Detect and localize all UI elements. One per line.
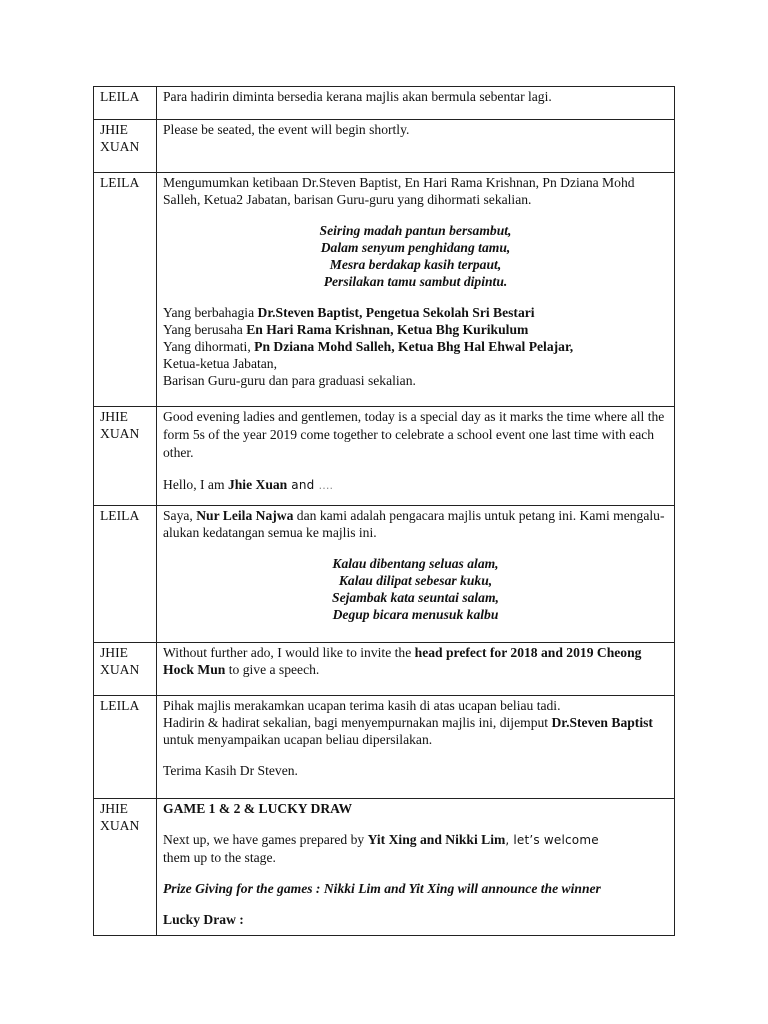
speaker-cell: JHIE XUAN (94, 407, 157, 506)
script-row (94, 696, 675, 799)
dialogue-cell (157, 407, 675, 506)
dialogue-cell (157, 173, 675, 407)
script-row (94, 173, 675, 407)
prize-giving-note: Prize Giving for the games : Nikki Lim and Yit Xing will announce the winner (163, 881, 601, 896)
invitee-name: Dr.Steven Baptist (551, 715, 653, 730)
script-row (94, 506, 675, 643)
games-suffix: , let’s welcome (505, 833, 599, 847)
script-row (94, 407, 675, 506)
greeting-prefix: Yang berbahagia (163, 305, 258, 320)
pantun-line: Kalau dibentang seluas alam, (332, 556, 499, 571)
script-row (94, 87, 675, 120)
pantun-line: Seiring madah pantun bersambut, (319, 223, 512, 238)
pantun-line: Sejambak kata seuntai salam, (332, 590, 499, 605)
welcome-text: Good evening ladies and gentlemen, today is a special day as it marks the time where all the form 5s of the year 2019 come together to celebrate a school event one last time with each other. (163, 409, 665, 460)
dialogue-cell (157, 643, 675, 696)
speaker-cell: JHIE XUAN (94, 643, 157, 696)
organizer-names: Yit Xing and Nikki Lim (367, 832, 506, 847)
closing-thanks: Terima Kasih Dr Steven. (163, 763, 298, 778)
speaker-cell: LEILA (94, 506, 157, 643)
dialogue-cell (157, 506, 675, 643)
greeting-name: En Hari Rama Krishnan, Ketua Bhg Kurikulum (246, 322, 529, 337)
intro-and: and (287, 478, 319, 492)
dialogue-cell (157, 696, 675, 799)
invitee-name: head prefect for 2018 and 2019 Cheong Hock Mun (163, 645, 642, 677)
invite-suffix: to give a speech. (225, 662, 320, 677)
dialogue-cell: Para hadirin diminta bersedia kerana majlis akan bermula sebentar lagi. (157, 87, 675, 120)
lucky-draw-text: Lucky Draw : (163, 912, 244, 927)
pantun-line: Mesra berdakap kasih terpaut, (329, 257, 502, 272)
invite-prefix: Without further ado, I would like to invite the (163, 645, 415, 660)
host-name: Jhie Xuan (227, 477, 288, 492)
invite-prefix: Hadirin & hadirat sekalian, bagi menyempurnakan majlis ini, dijemput (163, 715, 552, 730)
greeting-line (163, 338, 668, 355)
intro-prefix: Hello, I am (163, 477, 228, 492)
pantun-line: Degup bicara menusuk kalbu (332, 607, 499, 622)
intro-ellipsis: …. (318, 479, 333, 492)
section-heading-text: GAME 1 & 2 & LUCKY DRAW (163, 801, 353, 816)
introduction-text (163, 507, 668, 541)
greeting-name: Dr.Steven Baptist, Pengetua Sekolah Sri Bestari (257, 305, 535, 320)
mc-script-table (93, 86, 675, 936)
speaker-cell: JHIE XUAN (94, 799, 157, 936)
speaker-cell: LEILA (94, 696, 157, 799)
script-row (94, 643, 675, 696)
intro-prefix: Saya, (163, 508, 197, 523)
greeting-line: Barisan Guru-guru dan para graduasi sekalian. (163, 373, 416, 388)
games-prefix: Next up, we have games prepared by (163, 832, 368, 847)
host-name: Nur Leila Najwa (196, 508, 294, 523)
greeting-line (163, 304, 668, 321)
intro-suffix: dan kami adalah pengacara majlis untuk petang ini. Kami mengalu-alukan kedatangan semua ke majlis ini. (163, 508, 665, 540)
speaker-cell: LEILA (94, 87, 157, 120)
greeting-name: Pn Dziana Mohd Salleh, Ketua Bhg Hal Ehwal Pelajar, (254, 339, 574, 354)
greeting-line: Ketua-ketua Jabatan, (163, 356, 277, 371)
greeting-prefix: Yang dihormati, (163, 339, 255, 354)
pantun-line: Dalam senyum penghidang tamu, (320, 240, 511, 255)
speaker-cell: LEILA (94, 173, 157, 407)
invitation-text (163, 714, 668, 748)
dialogue-cell: Please be seated, the event will begin shortly. (157, 120, 675, 173)
greeting-prefix: Yang berusaha (163, 322, 247, 337)
games-intro-line-2: them up to the stage. (163, 850, 276, 865)
script-row (94, 799, 675, 936)
dialogue-cell (157, 799, 675, 936)
script-row (94, 120, 675, 173)
invite-suffix: untuk menyampaikan ucapan beliau dipersilakan. (163, 732, 433, 747)
games-intro-line (163, 831, 668, 849)
greeting-line (163, 321, 668, 338)
lucky-draw-label (163, 911, 668, 928)
introduction-line (163, 476, 668, 494)
section-heading (163, 800, 668, 817)
pantun-line: Persilakan tamu sambut dipintu. (323, 274, 508, 289)
thanks-line: Pihak majlis merakamkan ucapan terima kasih di atas ucapan beliau tadi. (163, 698, 561, 713)
pantun-line: Kalau dilipat sebesar kuku, (338, 573, 493, 588)
announcement-text: Mengumumkan ketibaan Dr.Steven Baptist, En Hari Rama Krishnan, Pn Dziana Mohd Salleh, Ketua2 Jabatan, barisan Guru-guru yang dihormati sekalian. (163, 175, 635, 207)
speaker-cell: JHIE XUAN (94, 120, 157, 173)
